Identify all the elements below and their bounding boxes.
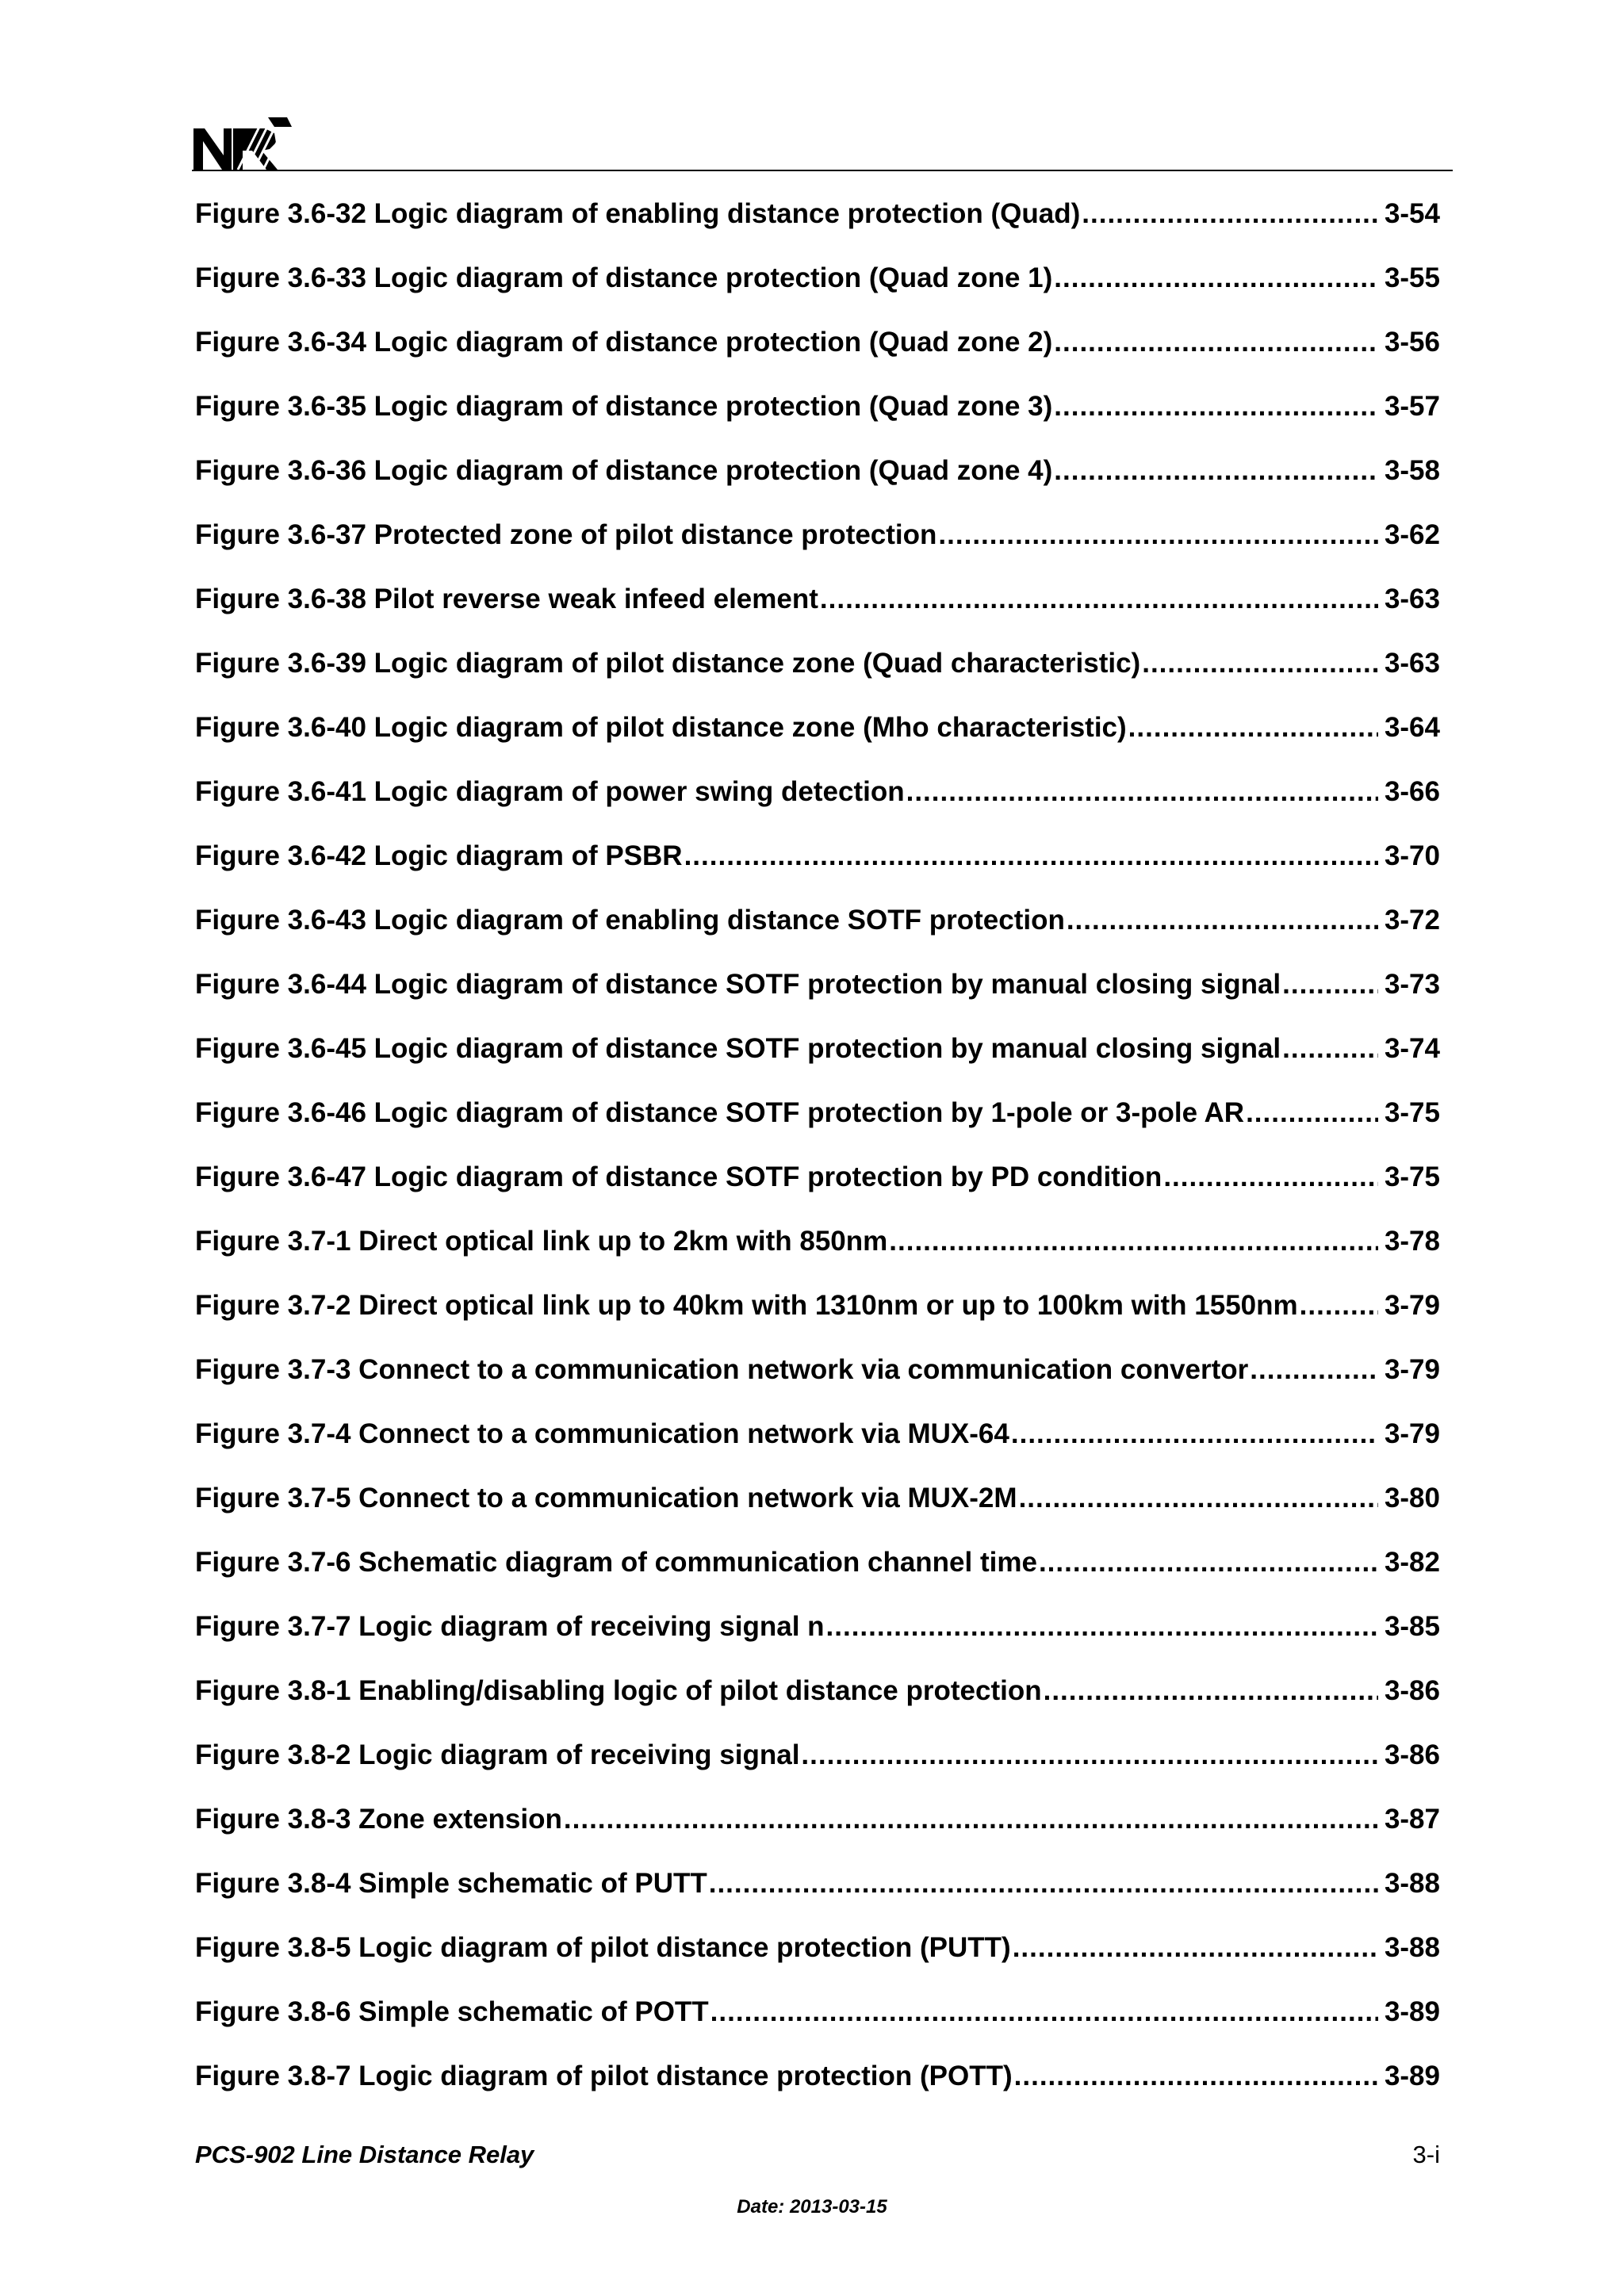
toc-entry-page: 3-87 — [1384, 1804, 1440, 1835]
toc-entry-title: Figure 3.6-36 Logic diagram of distance protection (Quad zone 4) — [195, 455, 1053, 486]
toc-dot-leader — [1282, 1033, 1378, 1065]
toc-dot-leader — [801, 1739, 1378, 1771]
toc-entry-title: Figure 3.6-41 Logic diagram of power swing detection — [195, 776, 905, 807]
footer-page-number: 3-i — [1412, 2141, 1440, 2168]
toc-dot-leader — [820, 584, 1378, 615]
toc-entry[interactable] — [195, 1996, 1440, 2061]
toc-entry[interactable] — [195, 648, 1440, 712]
toc-entry-title: Figure 3.8-5 Logic diagram of pilot distance protection (PUTT) — [195, 1932, 1011, 1963]
toc-entry[interactable] — [195, 1418, 1440, 1483]
toc-entry[interactable] — [195, 905, 1440, 969]
toc-entry-page: 3-56 — [1384, 327, 1440, 358]
toc-entry-title: Figure 3.6-34 Logic diagram of distance protection (Quad zone 2) — [195, 327, 1053, 358]
toc-dot-leader — [710, 1996, 1378, 2028]
toc-entry[interactable] — [195, 584, 1440, 648]
toc-entry-page: 3-88 — [1384, 1868, 1440, 1899]
toc-entry-page: 3-79 — [1384, 1418, 1440, 1449]
toc-entry[interactable] — [195, 1611, 1440, 1675]
toc-entry-title: Figure 3.6-33 Logic diagram of distance protection (Quad zone 1) — [195, 262, 1053, 293]
toc-dot-leader — [564, 1804, 1378, 1835]
toc-entry-title: Figure 3.6-39 Logic diagram of pilot distance zone (Quad characteristic) — [195, 648, 1141, 679]
toc-entry[interactable] — [195, 198, 1440, 262]
toc-dot-leader — [1246, 1097, 1378, 1129]
toc-entry-title: Figure 3.6-42 Logic diagram of PSBR — [195, 840, 683, 871]
toc-entry-title: Figure 3.8-1 Enabling/disabling logic of pilot distance protection — [195, 1675, 1042, 1706]
toc-entry-title: Figure 3.6-47 Logic diagram of distance SOTF protection by PD condition — [195, 1161, 1162, 1192]
toc-entry[interactable] — [195, 455, 1440, 519]
toc-entry-page: 3-55 — [1384, 262, 1440, 293]
toc-entry[interactable] — [195, 1033, 1440, 1097]
toc-entry-page: 3-64 — [1384, 712, 1440, 743]
toc-entry-title: Figure 3.7-3 Connect to a communication network via communication convertor — [195, 1354, 1249, 1385]
toc-entry-title: Figure 3.6-32 Logic diagram of enabling distance protection (Quad) — [195, 198, 1081, 229]
toc-entry-title: Figure 3.8-4 Simple schematic of PUTT — [195, 1868, 707, 1899]
toc-entry-title: Figure 3.6-45 Logic diagram of distance SOTF protection by manual closing signal — [195, 1033, 1281, 1064]
toc-entry[interactable] — [195, 327, 1440, 391]
toc-entry-page: 3-78 — [1384, 1226, 1440, 1257]
toc-dot-leader — [709, 1868, 1378, 1900]
toc-entry-page: 3-79 — [1384, 1290, 1440, 1321]
header-divider — [192, 170, 1453, 171]
toc-entry[interactable] — [195, 519, 1440, 584]
toc-entry[interactable] — [195, 1097, 1440, 1161]
footer-date: Date: 2013-03-15 — [737, 2196, 887, 2218]
toc-entry-page: 3-86 — [1384, 1675, 1440, 1706]
toc-dot-leader — [1250, 1354, 1378, 1386]
toc-entry-page: 3-89 — [1384, 1996, 1440, 2027]
toc-dot-leader — [906, 776, 1378, 808]
toc-entry-page: 3-70 — [1384, 840, 1440, 871]
toc-entry[interactable] — [195, 1354, 1440, 1418]
toc-entry-title: Figure 3.7-6 Schematic diagram of communication channel time — [195, 1547, 1037, 1578]
toc-entry[interactable] — [195, 1675, 1440, 1739]
toc-entry-page: 3-74 — [1384, 1033, 1440, 1064]
toc-dot-leader — [1044, 1675, 1378, 1707]
toc-dot-leader — [1013, 1932, 1378, 1964]
toc-entry-page: 3-75 — [1384, 1097, 1440, 1128]
toc-dot-leader — [1054, 391, 1378, 423]
toc-entry[interactable] — [195, 1161, 1440, 1226]
toc-entry[interactable] — [195, 1868, 1440, 1932]
toc-entry[interactable] — [195, 1547, 1440, 1611]
toc-entry-title: Figure 3.6-35 Logic diagram of distance protection (Quad zone 3) — [195, 391, 1053, 422]
toc-entry-page: 3-58 — [1384, 455, 1440, 486]
toc-entry[interactable] — [195, 840, 1440, 905]
toc-entry[interactable] — [195, 2061, 1440, 2125]
table-of-figures — [195, 198, 1440, 2125]
toc-entry-page: 3-66 — [1384, 776, 1440, 807]
toc-dot-leader — [1014, 2061, 1378, 2092]
toc-dot-leader — [1082, 198, 1378, 230]
toc-dot-leader — [1054, 455, 1378, 487]
toc-entry-title: Figure 3.6-40 Logic diagram of pilot distance zone (Mho characteristic) — [195, 712, 1127, 743]
footer-document-title: PCS-902 Line Distance Relay — [195, 2141, 534, 2168]
toc-entry-page: 3-88 — [1384, 1932, 1440, 1963]
toc-entry[interactable] — [195, 1290, 1440, 1354]
toc-entry-title: Figure 3.8-6 Simple schematic of POTT — [195, 1996, 709, 2027]
toc-entry-title: Figure 3.6-43 Logic diagram of enabling distance SOTF protection — [195, 905, 1065, 936]
toc-dot-leader — [1142, 648, 1378, 679]
toc-dot-leader — [1282, 969, 1378, 1001]
toc-entry[interactable] — [195, 712, 1440, 776]
toc-entry-title: Figure 3.7-5 Connect to a communication network via MUX-2M — [195, 1483, 1017, 1513]
toc-entry-title: Figure 3.6-44 Logic diagram of distance SOTF protection by manual closing signal — [195, 969, 1281, 1000]
toc-entry[interactable] — [195, 1932, 1440, 1996]
toc-dot-leader — [684, 840, 1378, 872]
toc-entry[interactable] — [195, 1483, 1440, 1547]
toc-entry[interactable] — [195, 969, 1440, 1033]
toc-entry-page: 3-73 — [1384, 969, 1440, 1000]
toc-dot-leader — [1054, 262, 1378, 294]
toc-dot-leader — [1054, 327, 1378, 358]
toc-dot-leader — [1019, 1483, 1378, 1514]
toc-entry-page: 3-54 — [1384, 198, 1440, 229]
toc-entry-title: Figure 3.7-1 Direct optical link up to 2km with 850nm — [195, 1226, 888, 1257]
toc-entry-title: Figure 3.6-37 Protected zone of pilot distance protection — [195, 519, 937, 550]
nr-logo-icon — [192, 114, 295, 171]
toc-dot-leader — [1039, 1547, 1378, 1578]
toc-dot-leader — [826, 1611, 1378, 1643]
toc-dot-leader — [1163, 1161, 1378, 1193]
toc-entry[interactable] — [195, 391, 1440, 455]
toc-entry-page: 3-72 — [1384, 905, 1440, 936]
toc-entry-title: Figure 3.8-2 Logic diagram of receiving signal — [195, 1739, 800, 1770]
toc-entry-title: Figure 3.6-38 Pilot reverse weak infeed element — [195, 584, 818, 614]
toc-entry-title: Figure 3.6-46 Logic diagram of distance SOTF protection by 1-pole or 3-pole AR — [195, 1097, 1245, 1128]
toc-dot-leader — [1128, 712, 1378, 744]
toc-entry-page: 3-80 — [1384, 1483, 1440, 1513]
toc-entry[interactable] — [195, 776, 1440, 840]
toc-entry-page: 3-62 — [1384, 519, 1440, 550]
toc-entry-page: 3-57 — [1384, 391, 1440, 422]
toc-entry[interactable] — [195, 1739, 1440, 1804]
toc-entry-title: Figure 3.7-7 Logic diagram of receiving signal n — [195, 1611, 825, 1642]
toc-dot-leader — [1300, 1290, 1378, 1322]
toc-dot-leader — [1011, 1418, 1378, 1450]
toc-entry-page: 3-89 — [1384, 2061, 1440, 2091]
toc-entry-page: 3-82 — [1384, 1547, 1440, 1578]
toc-entry-page: 3-85 — [1384, 1611, 1440, 1642]
toc-entry-title: Figure 3.8-7 Logic diagram of pilot distance protection (POTT) — [195, 2061, 1013, 2091]
toc-dot-leader — [889, 1226, 1378, 1257]
toc-entry-page: 3-75 — [1384, 1161, 1440, 1192]
toc-entry-page: 3-86 — [1384, 1739, 1440, 1770]
toc-entry-page: 3-63 — [1384, 648, 1440, 679]
toc-entry-title: Figure 3.7-2 Direct optical link up to 40km with 1310nm or up to 100km with 1550nm — [195, 1290, 1298, 1321]
toc-entry[interactable] — [195, 1804, 1440, 1868]
toc-entry-page: 3-79 — [1384, 1354, 1440, 1385]
toc-entry-title: Figure 3.8-3 Zone extension — [195, 1804, 562, 1835]
toc-entry-page: 3-63 — [1384, 584, 1440, 614]
toc-entry-title: Figure 3.7-4 Connect to a communication network via MUX-64 — [195, 1418, 1009, 1449]
toc-dot-leader — [938, 519, 1378, 551]
toc-entry[interactable] — [195, 262, 1440, 327]
toc-dot-leader — [1067, 905, 1378, 936]
toc-entry[interactable] — [195, 1226, 1440, 1290]
